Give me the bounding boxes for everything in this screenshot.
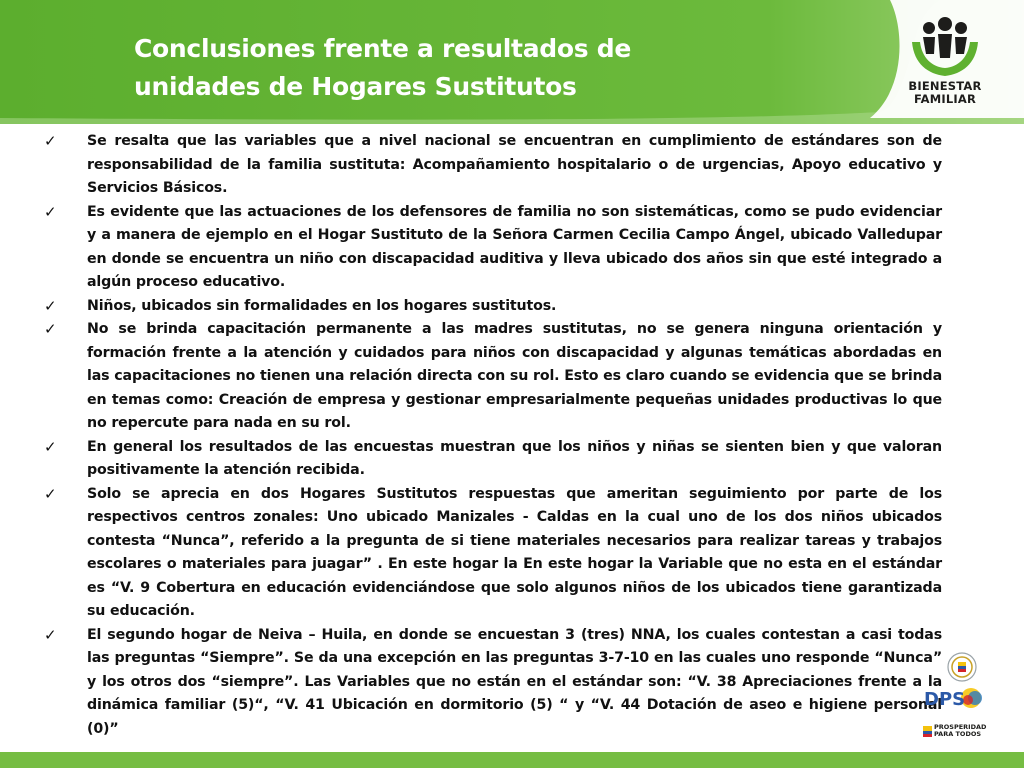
prosperidad-line-1: PROSPERIDAD bbox=[934, 723, 987, 731]
checkmark-icon: ✓ bbox=[44, 320, 57, 338]
flag-icon bbox=[922, 724, 934, 740]
checkmark-icon: ✓ bbox=[44, 625, 57, 644]
bullet-text: No se brinda capacitación permanente a las madres sustitutas, no se genera ninguna orientación y formación frente a la atención y cuidados para niños con discapacidad y algunas temáticas abordadas en las capacitaciones no tienen una relación directa con su rol. Esto es claro cuando se evidencia que se brinda en temas como: Creación de empresa y gestionar empresarialmente pequeñas unidades productivas lo que no repercute para nada en su rol. bbox=[87, 321, 942, 431]
prosperidad-text bbox=[934, 724, 986, 738]
bullet-text: Solo se aprecia en dos Hogares Sustitutos respuestas que ameritan seguimiento por parte de los respectivos centros zonales: Uno ubicado Manizales - Caldas en la cual uno de los dos niños ubicados contesta “Nunca”, referido a la pregunta de si tiene materiales necesarios para realizar tareas y trabajos escolares o materiales para juagar” . En este hogar la En este hogar la Variable que no esta en el estándar es “V. 9 Cobertura en educación evidenciándose que solo algunos niños de los ubicados tiene garantizada su educación. bbox=[87, 485, 942, 619]
bullet-text: El segundo hogar de Neiva – Huila, en donde se encuestan 3 (tres) NNA, los cuales contestan a casi todas las preguntas “Siempre”. Se da una excepción en las preguntas 3-7-10 en las cuales uno responde “Nunca” y los otros dos “siempre”. Las Variables que no están en el estándar son: “V. 38 Apreciaciones frente a la dinámica familiar (5)“, “V. 41 Ubicación en dormitorio (5) “ y “V. 44 Dotación de aseo e higiene personal (0)” bbox=[87, 626, 942, 737]
bullet-text: Niños, ubicados sin formalidades en los hogares sustitutos. bbox=[87, 297, 557, 314]
bienestar-familiar-logo bbox=[898, 6, 1024, 124]
title-line-1: Conclusiones frente a resultados de bbox=[134, 34, 631, 63]
colombia-seal-icon bbox=[947, 652, 977, 682]
checkmark-icon: ✓ bbox=[44, 437, 57, 456]
bullet-item-5 bbox=[44, 436, 942, 483]
family-figures-icon bbox=[898, 6, 992, 80]
bullet-item-3 bbox=[44, 295, 942, 319]
footer-band bbox=[0, 752, 1024, 768]
bullet-item-4 bbox=[44, 318, 942, 436]
dps-logo bbox=[922, 686, 984, 710]
title-line-2: unidades de Hogares Sustitutos bbox=[134, 72, 577, 101]
bullet-text: Se resalta que las variables que a nivel nacional se encuentran en cumplimiento de estándares son de responsabilidad de la familia sustituta: Acompañamiento hospitalario o de urgencias, Apoyo educativo y Servicios Básicos. bbox=[87, 133, 942, 196]
bullet-item-1 bbox=[44, 130, 942, 201]
slide-title bbox=[134, 30, 854, 106]
dps-text: DPS bbox=[924, 689, 966, 710]
bullet-list bbox=[44, 130, 942, 741]
bullet-item-2 bbox=[44, 201, 942, 295]
checkmark-icon: ✓ bbox=[44, 484, 57, 503]
header-banner bbox=[0, 0, 1024, 128]
dps-logo-icon bbox=[922, 686, 984, 710]
prosperidad-logo bbox=[922, 723, 987, 744]
logo-text-line-2: FAMILIAR bbox=[913, 92, 977, 106]
prosperidad-line-2: PARA TODOS bbox=[934, 730, 982, 738]
logo-text-line-1: BIENESTAR bbox=[908, 79, 982, 93]
checkmark-icon: ✓ bbox=[44, 202, 57, 221]
checkmark-icon: ✓ bbox=[44, 296, 57, 315]
bullet-text: Es evidente que las actuaciones de los defensores de familia no son sistemáticas, como se pudo evidenciar y a manera de ejemplo en el Hogar Sustituto de la Señora Carmen Cecilia Campo Ángel, ubicado Valledupar en donde se encuentra un niño con discapacidad auditiva y lleva ubicado dos años sin que esté integrado a algún proceso educativo. bbox=[87, 203, 942, 290]
checkmark-icon: ✓ bbox=[44, 132, 57, 150]
bullet-text: En general los resultados de las encuestas muestran que los niños y niñas se sienten bien y que valoran positivamente la atención recibida. bbox=[87, 438, 942, 478]
bullet-item-7 bbox=[44, 624, 942, 742]
logo-text bbox=[898, 80, 992, 106]
bullet-item-6 bbox=[44, 483, 942, 624]
